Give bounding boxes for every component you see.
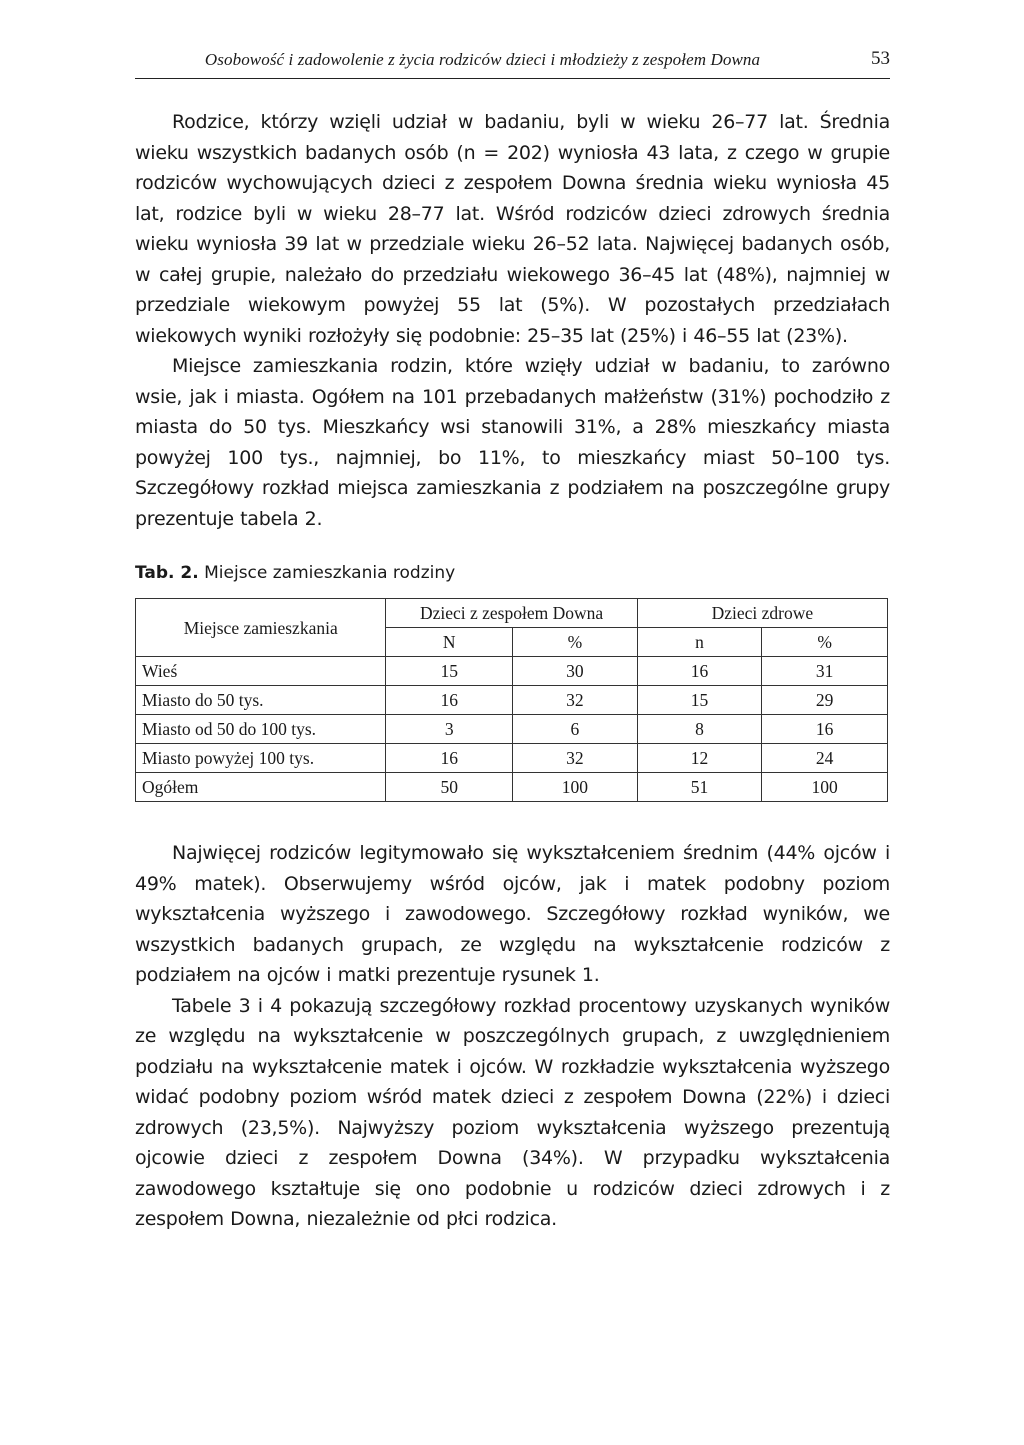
cell-value: 3 (386, 715, 513, 744)
row-label: Miasto powyżej 100 tys. (136, 744, 386, 773)
document-page (135, 48, 890, 1235)
cell-value: 16 (386, 744, 513, 773)
cell-value: 32 (513, 686, 638, 715)
table-header-group-healthy: Dzieci zdrowe (637, 599, 887, 628)
table-header-group-down: Dzieci z zespołem Downa (386, 599, 637, 628)
table-caption-number: Tab. 2. (135, 563, 199, 583)
body-text-after-table (135, 838, 890, 1235)
cell-value: 100 (762, 773, 888, 802)
cell-value: 15 (637, 686, 762, 715)
cell-value: 30 (513, 657, 638, 686)
cell-value: 31 (762, 657, 888, 686)
cell-value: 8 (637, 715, 762, 744)
running-header (135, 48, 890, 79)
paragraph-education-detail: Tabele 3 i 4 pokazują szczegółowy rozkład procentowy uzyskanych wyników ze względu na wykształcenie w poszczególnych grupach, z uwzględnieniem podziału na wykształcenie matek i ojców. W rozkładzie wykształcenia wyższego widać podobny poziom wśród matek dzieci z zespołem Downa (22%) i dzieci zdrowych (23,5%). Najwyższy poziom wykształcenia wyższego prezentują ojcowie dzieci z zespołem Downa (34%). W przypadku wykształcenia zawodowego kształtuje się ono podobnie u rodziców dzieci zdrowych i z zespołem Downa, niezależnie od płci rodzica. (135, 994, 890, 1230)
cell-value: 12 (637, 744, 762, 773)
page-number: 53 (871, 48, 890, 69)
table-caption (135, 562, 890, 584)
paragraph-residence: Miejsce zamieszkania rodzin, które wzięły udział w badaniu, to zarówno wsie, jak i miasta. Ogółem na 101 przebadanych małżeństw (31%) pochodziło z miasta do 50 tys. Mieszkańcy wsi stanowili 31%, a 28% mieszkańcy miasta powyżej 100 tys., najmniej, bo 11%, to mieszkańcy miast 50–100 tys. Szczegółowy rozkład miejsca zamieszkania z podziałem na poszczególne grupy prezentuje tabela 2. (135, 355, 890, 530)
cell-value: 16 (637, 657, 762, 686)
table-row (136, 657, 888, 686)
table-row (136, 686, 888, 715)
body-text-before-table (135, 107, 890, 534)
row-label: Ogółem (136, 773, 386, 802)
table-subheader-n-down: N (386, 628, 513, 657)
row-label: Miasto do 50 tys. (136, 686, 386, 715)
row-label: Miasto od 50 do 100 tys. (136, 715, 386, 744)
table-header-place: Miejsce zamieszkania (136, 599, 386, 657)
cell-value: 16 (386, 686, 513, 715)
cell-value: 15 (386, 657, 513, 686)
cell-value: 29 (762, 686, 888, 715)
table-header-row (136, 599, 888, 628)
cell-value: 32 (513, 744, 638, 773)
cell-value: 51 (637, 773, 762, 802)
cell-value: 24 (762, 744, 888, 773)
row-label: Wieś (136, 657, 386, 686)
paragraph-education: Najwięcej rodziców legitymowało się wykształceniem średnim (44% ojców i 49% matek). Obserwujemy wśród ojców, jak i matek podobny poziom wykształcenia wyższego i zawodowego. Szczegółowy rozkład wyników, we wszystkich badanych grupach, ze względu na wykształcenie rodziców z podziałem na ojców i matki prezentuje rysunek 1. (135, 842, 890, 986)
residence-table (135, 598, 888, 802)
table-subheader-n-healthy: n (637, 628, 762, 657)
table-subheader-pct-down: % (513, 628, 638, 657)
table-row (136, 715, 888, 744)
table-subheader-pct-healthy: % (762, 628, 888, 657)
table-caption-title: Miejsce zamieszkania rodziny (198, 563, 456, 583)
cell-value: 50 (386, 773, 513, 802)
table-row-total (136, 773, 888, 802)
running-title: Osobowość i zadowolenie z życia rodziców dzieci i młodzieży z zespołem Downa (204, 50, 761, 69)
paragraph-age: Rodzice, którzy wzięli udział w badaniu, byli w wieku 26–77 lat. Średnia wieku wszystkich badanych osób (n = 202) wyniosła 43 lata, z czego w grupie rodziców wychowujących dzieci z zespołem Downa średnia wieku wyniosła 45 lat, rodzice byli w wieku 28–77 lat. Wśród rodziców dzieci zdrowych średnia wieku wyniosła 39 lat w przedziale wieku 26–52 lata. Najwięcej badanych osób, w całej grupie, należało do przedziału wiekowego 36–45 lat (48%), najmniej w przedziale wiekowym powyżej 55 lat (5%). W pozostałych przedziałach wiekowych wyniki rozłożyły się podobnie: 25–35 lat (25%) i 46–55 lat (23%). (135, 111, 890, 347)
table-row (136, 744, 888, 773)
cell-value: 16 (762, 715, 888, 744)
cell-value: 6 (513, 715, 638, 744)
cell-value: 100 (513, 773, 638, 802)
